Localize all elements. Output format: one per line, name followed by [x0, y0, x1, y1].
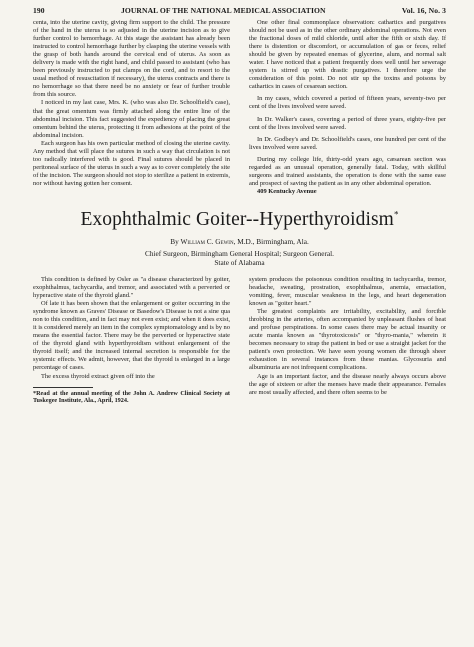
paragraph: The greatest complaints are irritability, excitability, and forcible throbbing in the arteries, often accompanied by unpleasant flushes of heat and profuse perspirations. In some cases there may be actual insanity or acute mania known as "thyrotoxicosis" or "thyro-mania," wherein it becomes necessary to strap the patient in bed or use a straight jacket for the patient's own protection. We have seen young women die through sheer exhaustion in several instances from these manias. Glycosuria and albuminuria are not infrequent complications.	[249, 308, 446, 372]
paragraph: Age is an important factor, and the disease nearly always occurs above the age of sixteen or after the menses have made their appearance. Females are most usually affected, and there often seems to be	[249, 372, 446, 396]
footnote-divider	[33, 387, 93, 388]
author-name: William C. Gewin	[180, 236, 234, 246]
article-title-text: Exophthalmic Goiter--Hyperthyroidism	[80, 208, 394, 230]
paragraph: Each surgeon has his own particular method of closing the uterine cavity. Any method that will place the sutures in such a way that circulation is not too radically interfered with is good. Final sutures should be placed in peritoneal surface of the uterus in such a way as to cover completely the site of the incision. The surgeon should not stop to sterilize a patient in extremis, nor without having gotten her consent.	[33, 139, 230, 187]
byline	[33, 237, 446, 246]
top-right-column	[249, 19, 446, 196]
paragraph: I noticed in my last case, Mrs. K. (who was also Dr. Schoolfield's case), that the great omentum was firmly attached along the entire line of the abdominal incision. This fact suggested the expediency of placing the great omentum behind the uterus, protecting it from adhesions at the point of the abdominal incision.	[33, 99, 230, 139]
paragraph: The excess thyroid extract given off into the	[41, 372, 155, 380]
top-left-column	[33, 19, 230, 196]
paragraph: During my college life, thirty-odd years ago, cæsarean section was regarded as an unusual operation, generally fatal. Today, with skillful surgeons and trained assistants, the operation is done with the same ease and prospect of saving the patient as in any other abdominal operation.	[249, 155, 446, 187]
top-columns	[33, 19, 446, 196]
byline-by: By	[170, 236, 179, 246]
paragraph: In Dr. Walker's cases, covering a period of three years, eighty-five per cent of the lives involved were saved.	[249, 115, 446, 131]
bottom-left-column	[33, 276, 230, 404]
paragraph: Of late it has been shown that the enlargement or goiter occurring in the syndrome known as Graves' Disease or Basedow's Disease is not a sine qua non to this condition, and in fact may not even exist; and when it does exist, it is considered merely an item in the complex symptomatology and is by no means the essential factor. There may be the perverted or hyperactive state of the thyroid gland with hyperthyroidism without enlargement of the thyroid itself; and the increased internal secretion is responsible for the systemic effects. We admit, however, that the thyroid is enlarged in a large percentage of cases.	[33, 300, 230, 372]
footnote-mark: *	[393, 209, 399, 220]
author-credentials: , M.D., Birmingham, Ala.	[233, 236, 309, 246]
journal-title: JOURNAL OF THE NATIONAL MEDICAL ASSOCIATION	[120, 6, 326, 15]
bottom-right-column	[249, 276, 446, 404]
paragraph: system produces the poisonous condition resulting in tachycardia, tremor, headache, sweating, prostration, exophthalmus, anemia, emaciation, vomiting, fever, muscular weakness in the legs, and heart degeneration known as "goiter heart."	[249, 275, 446, 308]
journal-page	[33, 6, 446, 404]
article-title	[33, 209, 446, 231]
page-number: 190	[33, 6, 45, 15]
paragraph: One other final commonplace observation: cathartics and purgatives should not be used as in the other ordinary abdominal operations. Not even the fractional doses of mild chloride, until after the fifth or sixth day. If there is distention or discomfort, or accumulation of gas or feces, relief should be given by repeated enemas of glycerine, alum, and normal salt water. I have noticed that a patient frequently does well until her sewerage system is stirred up with drastic purgatives. I therefore urge the consideration of this point. Do not stir up the toxins and poisons by cathartics in cases of cesarean section.	[249, 19, 446, 91]
volume-info: Vol. 16, No. 3	[401, 6, 446, 15]
author-affiliation	[33, 249, 446, 267]
paragraph: In Dr. Godbey's and Dr. Schoolfield's cases, one hundred per cent of the lives involved were saved.	[249, 135, 446, 151]
paragraph: This condition is defined by Osler as "a disease characterized by goiter, exophthalmus, tachycardia, and tremor, and associated with a perverted or hyperactive state of the thyroid gland."	[33, 275, 230, 300]
author-address: 409 Kentucky Avenue	[257, 187, 317, 195]
bottom-columns	[33, 276, 446, 404]
affiliation-line: Chief Surgeon, Birmingham General Hospital; Surgeon General.	[144, 248, 334, 258]
paragraph: In my cases, which covered a period of fifteen years, seventy-two per cent of the lives involved were saved.	[249, 95, 446, 111]
affiliation-line: State of Alabama	[214, 257, 265, 267]
footnote: *Read at the annual meeting of the John A. Andrew Clinical Society at Tuskegee Institute, Ala., April, 1924.	[33, 389, 230, 404]
running-header	[33, 6, 446, 15]
paragraph: centa, into the uterine cavity, giving firm support to the child. The pressure of the hand in the uterus is so adjusted in the uterine incision as to give further control to hemorrhage. At this stage the assistant has already been instructed to control hemorrhage further by clasping the uterine vessels with the grasp of both hands around the cervical end of uterus. As soon as delivery is made with the right hand, and child passed to assistant (who has been previously instructed to put clamps on the cord, and to resort to the usual method of resuscitation if necessary), the uterus contracts and there is no hemorrhage so that there need be no anxiety or fear of further trouble from this source.	[33, 19, 230, 99]
